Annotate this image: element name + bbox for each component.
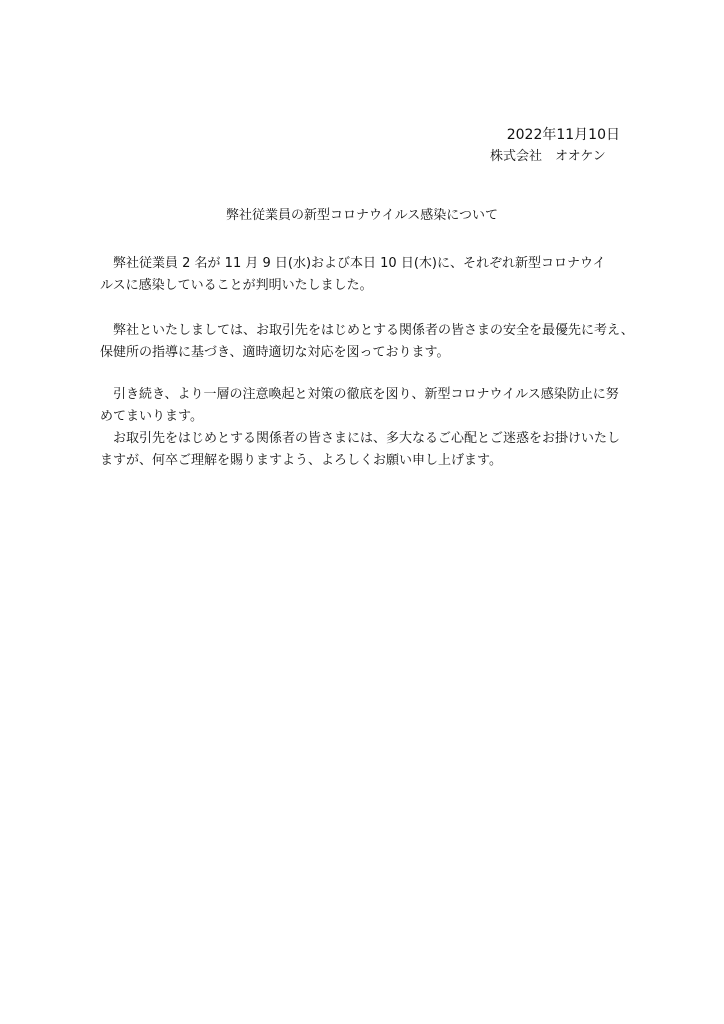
company-name: 株式会社 オオケン — [490, 149, 606, 164]
paragraph-apology — [100, 428, 648, 472]
paragraph-line: お取引先をはじめとする関係者の皆さまには、多大なるご心配とご迷惑をお掛けいたし — [100, 431, 621, 446]
paragraph-prevention — [100, 384, 648, 428]
paragraph-line: 弊社といたしましては、お取引先をはじめとする関係者の皆さまの安全を最優先に考え、 — [100, 323, 634, 338]
paragraph-infection-report — [100, 253, 648, 297]
document-title: 弊社従業員の新型コロナウイルス感染について — [226, 208, 498, 223]
letterhead — [460, 124, 660, 168]
paragraph-response — [100, 320, 648, 364]
issue-date: 2022年11月10日 — [506, 127, 620, 143]
paragraph-line: ルスに感染していることが判明いたしました。 — [100, 278, 373, 293]
paragraph-line: 引き続き、より一層の注意喚起と対策の徹底を図り、新型コロナウイルス感染防止に努 — [100, 387, 619, 402]
paragraph-line: めてまいります。 — [100, 409, 203, 424]
paragraph-line: 保健所の指導に基づき、適時適切な対応を図っております。 — [100, 345, 450, 360]
paragraph-line: 弊社従業員 2 名が 11 月 9 日(水)および本日 10 日(木)に、それぞれ新型コロナウイ — [100, 256, 606, 271]
paragraph-line: ますが、何卒ご理解を賜りますよう、よろしくお願い申し上げます。 — [100, 453, 502, 468]
